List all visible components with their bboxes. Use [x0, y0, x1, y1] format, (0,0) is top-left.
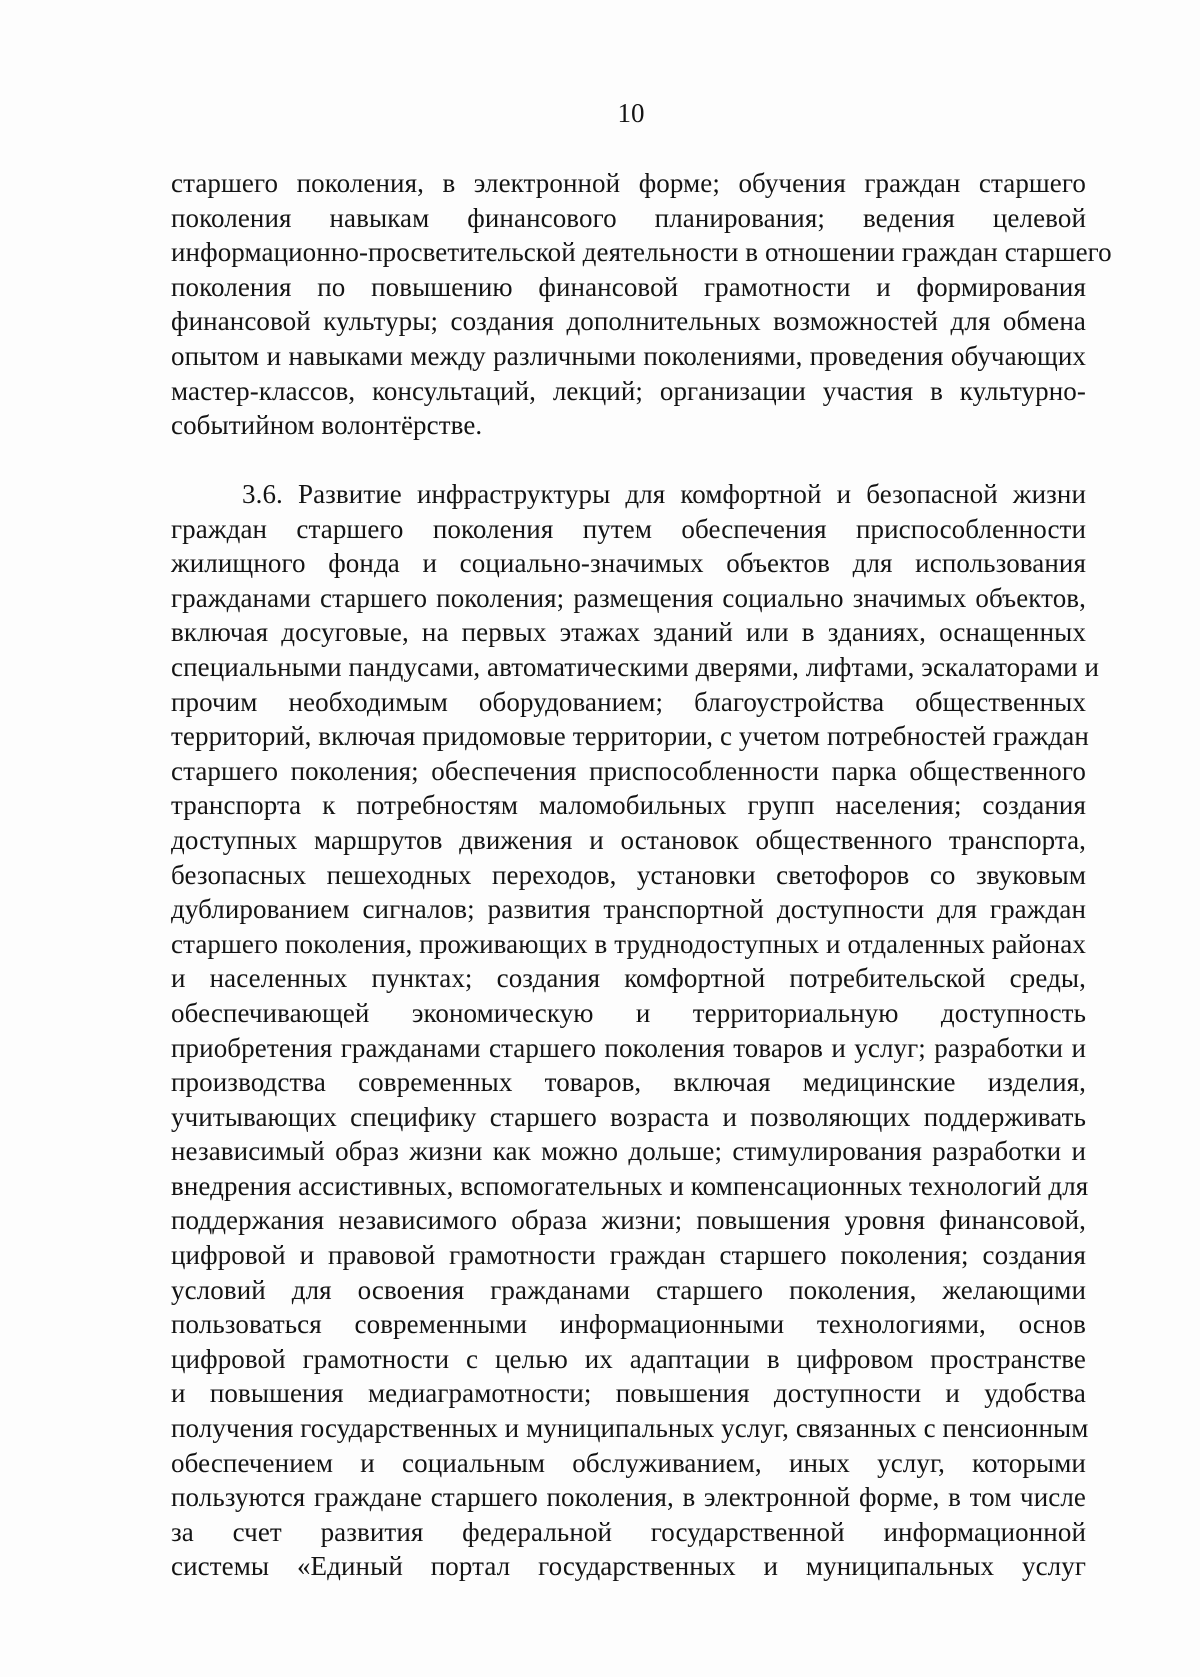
text-line: транспорта к потребностям маломобильных групп населения; создания: [171, 790, 1086, 821]
text-line: учитывающих специфику старшего возраста и позволяющих поддерживать: [171, 1101, 1086, 1132]
text-line: получения государственных и муниципальных услуг, связанных с пенсионным: [171, 1413, 1089, 1444]
text-line: производства современных товаров, включая медицинские изделия,: [171, 1067, 1086, 1098]
text-line: обеспечивающей экономическую и территориальную доступность: [171, 997, 1086, 1028]
text-line: гражданами старшего поколения; размещения социально значимых объектов,: [171, 582, 1086, 613]
text-line: пользуются граждане старшего поколения, в электронной форме, в том числе: [171, 1482, 1086, 1513]
paragraph-1: [171, 166, 1112, 443]
text-line: внедрения ассистивных, вспомогательных и компенсационных технологий для: [171, 1170, 1089, 1201]
section-heading-line: 3.6. Развитие инфраструктуры для комфортной и безопасной жизни: [242, 479, 1086, 509]
text-line: обеспечением и социальным обслуживанием, иных услуг, которыми: [171, 1447, 1086, 1478]
text-line: безопасных пешеходных переходов, установки светофоров со звуковым: [171, 859, 1086, 890]
text-line: мастер-классов, консультаций, лекций; организации участия в культурно-: [171, 375, 1086, 406]
text-line: включая досуговые, на первых этажах зданий или в зданиях, оснащенных: [171, 617, 1086, 648]
text-line: событийном волонтёрстве.: [171, 410, 483, 441]
text-line: доступных маршрутов движения и остановок общественного транспорта,: [171, 824, 1086, 855]
page-number: 10: [617, 98, 645, 128]
text-line: старшего поколения; обеспечения приспособленности парка общественного: [171, 755, 1086, 786]
text-line: за счет развития федеральной государственной информационной: [171, 1516, 1086, 1547]
text-line: системы «Единый портал государственных и муниципальных услуг: [171, 1551, 1086, 1582]
paragraph-2: [171, 477, 1100, 1584]
text-line: и повышения медиаграмотности; повышения доступности и удобства: [171, 1378, 1086, 1409]
text-line: цифровой грамотности с целью их адаптации в цифровом пространстве: [171, 1343, 1086, 1374]
text-line: финансовой культуры; создания дополнительных возможностей для обмена: [171, 306, 1086, 337]
text-line: поколения по повышению финансовой грамотности и формирования: [171, 271, 1086, 302]
text-line: условий для освоения гражданами старшего поколения, желающими: [171, 1274, 1086, 1305]
text-line: поддержания независимого образа жизни; повышения уровня финансовой,: [171, 1205, 1086, 1236]
text-line: дублированием сигналов; развития транспортной доступности для граждан: [171, 894, 1086, 925]
text-line: информационно-просветительской деятельности в отношении граждан старшего: [171, 237, 1112, 268]
text-line: жилищного фонда и социально-значимых объектов для использования: [171, 548, 1086, 579]
text-line: специальными пандусами, автоматическими дверями, лифтами, эскалаторами и: [171, 651, 1100, 682]
text-line: прочим необходимым оборудованием; благоустройства общественных: [171, 686, 1086, 717]
text-line: независимый образ жизни как можно дольше; стимулирования разработки и: [171, 1136, 1086, 1167]
text-line: приобретения гражданами старшего поколения товаров и услуг; разработки и: [171, 1032, 1086, 1063]
text-line: граждан старшего поколения путем обеспечения приспособленности: [171, 513, 1086, 544]
text-line: пользоваться современными информационными технологиями, основ: [171, 1309, 1086, 1340]
text-line: цифровой и правовой грамотности граждан старшего поколения; создания: [171, 1240, 1086, 1271]
text-line: поколения навыкам финансового планирования; ведения целевой: [171, 202, 1086, 233]
text-line: опытом и навыками между различными поколениями, проведения обучающих: [171, 340, 1086, 371]
text-line: старшего поколения, в электронной форме; обучения граждан старшего: [171, 168, 1086, 198]
text-line: старшего поколения, проживающих в труднодоступных и отдаленных районах: [171, 928, 1086, 959]
text-line: территорий, включая придомовые территории, с учетом потребностей граждан: [171, 721, 1089, 752]
text-line: и населенных пунктах; создания комфортной потребительской среды,: [171, 963, 1086, 994]
